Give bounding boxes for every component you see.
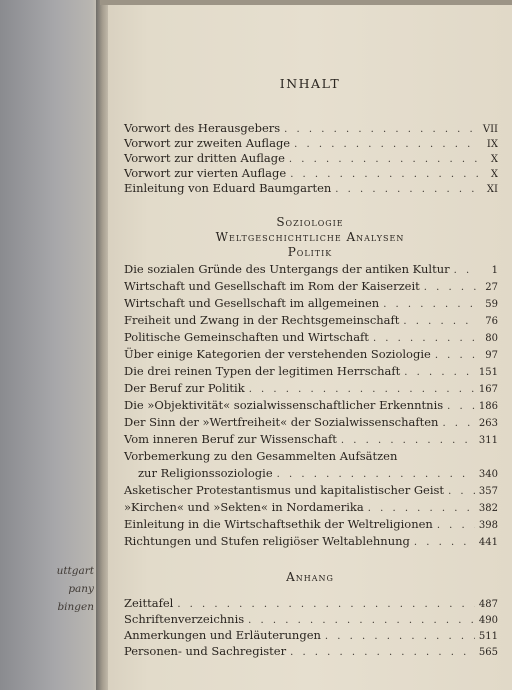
toc-entry — [124, 381, 498, 396]
toc-entry-page: 487 — [478, 599, 498, 610]
toc-entry-page: 490 — [478, 615, 498, 626]
toc-entry — [124, 296, 498, 311]
toc-entry-title: Personen- und Sachregister — [124, 644, 287, 658]
toc-entry-page: 59 — [485, 299, 498, 310]
toc-leader-dots — [341, 435, 475, 446]
toc-entry — [124, 136, 498, 151]
toc-entry-title: Politische Gemeinschaften und Wirtschaft — [124, 330, 369, 344]
toc-leader-dots — [284, 124, 478, 135]
left-page — [0, 0, 100, 690]
toc-entry-title: Anmerkungen und Erläuterungen — [124, 628, 321, 642]
toc-entry — [124, 500, 498, 515]
toc-leader-dots — [335, 184, 478, 195]
toc-entry-page: 441 — [478, 537, 498, 548]
toc-leader-dots — [404, 367, 475, 378]
imprint-line: bingen — [57, 601, 94, 613]
toc-entry — [124, 628, 498, 643]
toc-entry — [124, 432, 498, 447]
imprint-line: uttgart — [56, 565, 94, 577]
toc-entry-page: 76 — [485, 316, 498, 327]
toc-entry-title: Asketischer Protestantismus und kapitalistischer Geist — [124, 483, 445, 497]
toc-entry-page: IX — [486, 139, 498, 150]
toc-entry-title-continued: zur Religionssoziologie — [138, 466, 273, 480]
toc-leader-dots — [454, 265, 478, 276]
toc-leader-dots — [442, 418, 474, 429]
toc-leader-dots — [414, 537, 475, 548]
toc-entry-title: Zeittafel — [124, 596, 174, 610]
toc-entry — [124, 151, 498, 166]
toc-leader-dots — [248, 615, 475, 626]
toc-entry — [124, 644, 498, 659]
toc-entry-title: Vorwort des Herausgebers — [124, 121, 281, 135]
toc-leader-dots — [383, 299, 478, 310]
toc-entry-title: Vorbemerkung zu den Gesammelten Aufsätzen — [124, 449, 398, 463]
toc-entry — [124, 483, 498, 498]
toc-entry-title: Die »Objektivität« sozialwissenschaftlicher Erkenntnis — [124, 398, 444, 412]
toc-leader-dots — [403, 316, 478, 327]
toc-entry-title: Die sozialen Gründe des Untergangs der antiken Kultur — [124, 262, 450, 276]
toc-leader-dots — [424, 282, 478, 293]
toc-leader-dots — [289, 154, 478, 165]
toc-leader-dots — [294, 139, 478, 150]
toc-entry-page: 398 — [478, 520, 498, 531]
toc-entry — [124, 262, 498, 277]
toc-entry — [124, 364, 498, 379]
section-heading-politics: Politik — [287, 245, 333, 259]
toc-entry-page: XI — [486, 184, 498, 195]
toc-leader-dots — [373, 333, 478, 344]
toc-leader-dots — [290, 647, 475, 658]
toc-entry-page: X — [490, 154, 498, 165]
toc-entry-title: Richtungen und Stufen religiöser Weltablehnung — [124, 534, 410, 548]
toc-leader-dots — [437, 520, 475, 531]
toc-entry-title: Wirtschaft und Gesellschaft im Rom der Kaiserzeit — [124, 279, 420, 293]
section-heading-sociology: Soziologie — [276, 215, 344, 229]
toc-entry-page: 357 — [478, 486, 498, 497]
toc-entry-page: 97 — [485, 350, 498, 361]
toc-entry-page: VII — [482, 124, 498, 135]
toc-entry — [124, 415, 498, 430]
toc-entry — [124, 612, 498, 627]
toc-leader-dots — [435, 350, 478, 361]
toc-entry-page: 340 — [478, 469, 498, 480]
toc-entry-title: Einleitung von Eduard Baumgarten — [124, 181, 332, 195]
toc-leader-dots — [325, 631, 475, 642]
toc-entry-page: 263 — [478, 418, 498, 429]
toc-entry-title: Vorwort zur vierten Auflage — [124, 166, 287, 180]
toc-entry — [124, 517, 498, 532]
toc-entry-title: Vorwort zur zweiten Auflage — [124, 136, 291, 150]
toc-entry — [124, 121, 498, 136]
toc-entry-title: Über einige Kategorien der verstehenden Soziologie — [124, 347, 431, 361]
toc-entry-page: 80 — [485, 333, 498, 344]
toc-page — [108, 5, 512, 690]
section-heading-analyses: Weltgeschichtliche Analysen — [215, 230, 405, 244]
toc-entry — [124, 398, 498, 413]
toc-entry-page: 565 — [478, 647, 498, 658]
toc-entry-page: 27 — [485, 282, 498, 293]
toc-entry-page: 167 — [478, 384, 498, 395]
toc-entry-page: 511 — [478, 631, 498, 642]
toc-entry-title: Der Beruf zur Politik — [124, 381, 245, 395]
toc-leader-dots — [277, 469, 475, 480]
toc-entry-title: Vorwort zur dritten Auflage — [124, 151, 285, 165]
toc-leader-dots — [447, 401, 475, 412]
toc-entry-title: Freiheit und Zwang in der Rechtsgemeinschaft — [124, 313, 400, 327]
toc-entry-page: 186 — [478, 401, 498, 412]
toc-entry-title: Der Sinn der »Wertfreiheit« der Sozialwissenschaften — [124, 415, 439, 429]
contents-heading: INHALT — [279, 76, 341, 91]
toc-entry-title: Die drei reinen Typen der legitimen Herrschaft — [124, 364, 401, 378]
toc-entry-title: Wirtschaft und Gesellschaft im allgemeinen — [124, 296, 380, 310]
toc-entry — [124, 534, 498, 549]
toc-entry — [138, 466, 498, 481]
toc-entry — [124, 279, 498, 294]
toc-entry — [124, 347, 498, 362]
toc-entry — [124, 596, 498, 611]
toc-entry-page: X — [490, 169, 498, 180]
toc-entry-title: »Kirchen« und »Sekten« in Nordamerika — [124, 500, 364, 514]
toc-entry-title: Vom inneren Beruf zur Wissenschaft — [124, 432, 337, 446]
toc-leader-dots — [290, 169, 478, 180]
toc-entry — [124, 181, 498, 196]
toc-entry — [124, 330, 498, 345]
imprint-line: pany — [68, 583, 94, 595]
toc-leader-dots — [177, 599, 475, 610]
toc-leader-dots — [249, 384, 475, 395]
toc-entry-page: 1 — [491, 265, 498, 276]
toc-entry-page: 382 — [478, 503, 498, 514]
toc-entry-title: Einleitung in die Wirtschaftsethik der Weltreligionen — [124, 517, 433, 531]
toc-entry-title: Schriftenverzeichnis — [124, 612, 245, 626]
toc-leader-dots — [448, 486, 475, 497]
toc-entry-page: 311 — [478, 435, 498, 446]
toc-entry-page: 151 — [478, 367, 498, 378]
toc-entry — [124, 166, 498, 181]
toc-entry — [124, 313, 498, 328]
appendix-heading: Anhang — [286, 570, 334, 584]
toc-leader-dots — [368, 503, 475, 514]
